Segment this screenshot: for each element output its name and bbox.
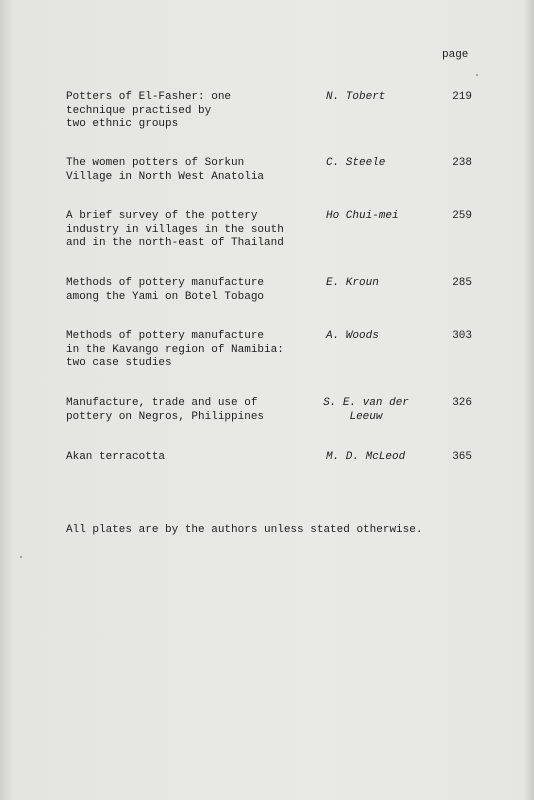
page-edge-shadow: [524, 0, 534, 800]
toc-entry-page: 219: [452, 91, 472, 103]
toc-entry-page: 326: [452, 397, 472, 409]
toc-entry-title: A brief survey of the pottery industry in villages in the south and in the north-east of Thailand: [66, 210, 284, 249]
toc-entry-page: 259: [452, 210, 472, 222]
toc-entry-title: Methods of pottery manufacture in the Kavango region of Namibia: two case studies: [66, 330, 284, 369]
toc-entry-page: 365: [452, 451, 472, 463]
toc-entry-author: Ho Chui-mei: [326, 210, 399, 222]
toc-entry-page: 303: [452, 330, 472, 342]
toc-entry-author: M. D. McLeod: [326, 451, 406, 463]
toc-entry-title: Methods of pottery manufacture among the Yami on Botel Tobago: [66, 277, 265, 303]
toc-entry-author: A. Woods: [326, 330, 379, 342]
toc-entry-page: 285: [452, 277, 472, 289]
toc-entry-title: Potters of El-Fasher: one technique practised by two ethnic groups: [66, 91, 232, 130]
toc-entry-author: E. Kroun: [326, 277, 379, 289]
toc-entry-author: S. E. van der Leeuw: [323, 397, 409, 423]
toc-entry-title: Manufacture, trade and use of pottery on Negros, Philippines: [66, 397, 265, 423]
page-column-heading: page: [442, 49, 469, 61]
plates-footnote: All plates are by the authors unless stated otherwise.: [66, 524, 423, 536]
paper-speck: [20, 556, 22, 558]
toc-entry-title: The women potters of Sorkun Village in North West Anatolia: [66, 157, 265, 183]
toc-entry-page: 238: [452, 157, 472, 169]
toc-entry-author: N. Tobert: [326, 91, 386, 103]
toc-entry-title: Akan terracotta: [66, 451, 166, 463]
toc-entry-author: C. Steele: [326, 157, 386, 169]
paper-speck: [476, 74, 478, 76]
